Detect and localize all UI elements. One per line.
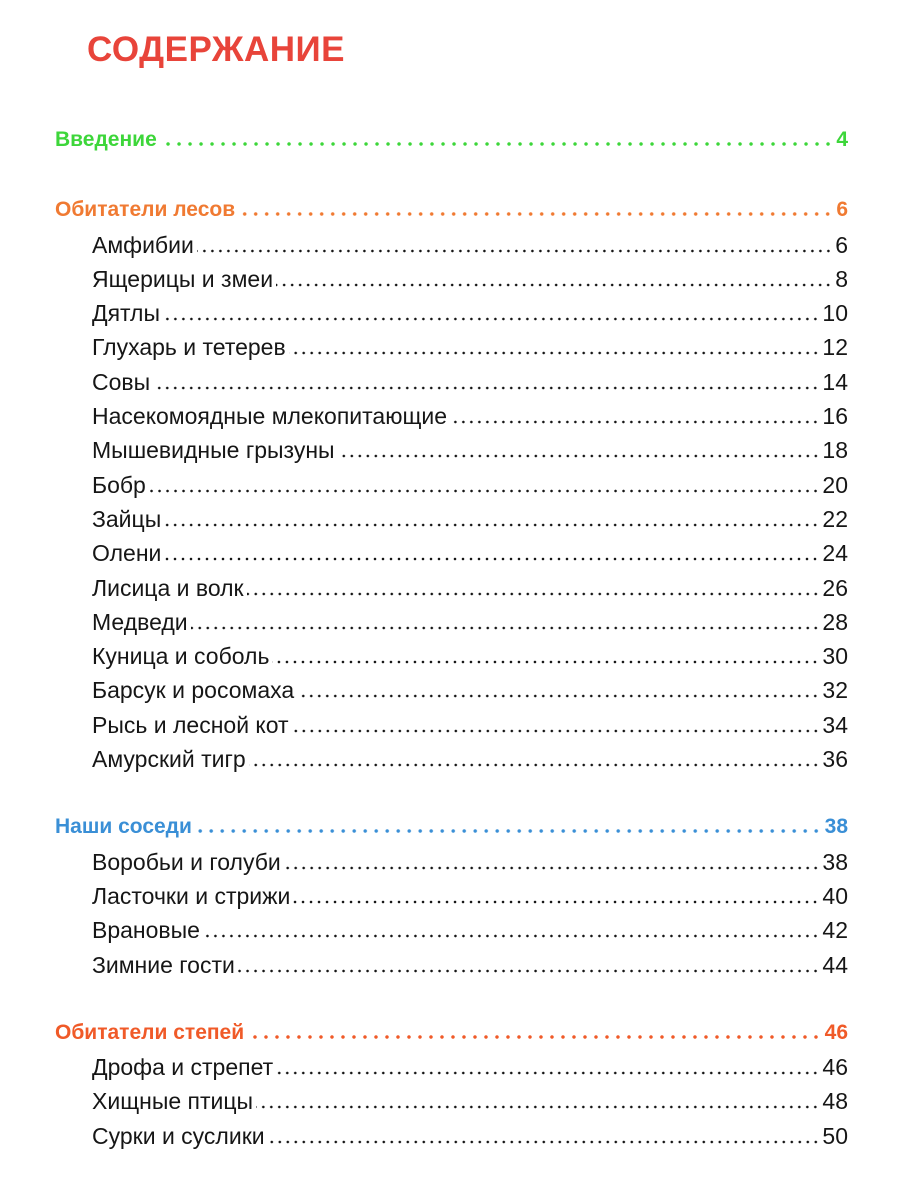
dot-leader — [163, 317, 819, 321]
dot-leader — [256, 1105, 819, 1109]
section-page-number: 46 — [824, 1020, 848, 1044]
toc-entry[interactable] — [55, 365, 848, 399]
entry-page-number: 42 — [822, 917, 848, 944]
entry-page-number: 26 — [822, 574, 848, 601]
toc-entry[interactable] — [55, 913, 848, 947]
dot-leader — [238, 969, 820, 973]
section-title: Обитатели лесов — [55, 198, 236, 222]
toc-entry[interactable] — [55, 433, 848, 467]
toc-entry[interactable] — [55, 742, 848, 776]
toc-entry[interactable] — [55, 639, 848, 673]
entry-page-number: 6 — [835, 231, 848, 258]
dot-leader — [203, 934, 819, 938]
section-page-number: 38 — [824, 815, 848, 839]
entry-title: Рысь и лесной кот — [92, 711, 289, 738]
entry-title: Хищные птицы — [92, 1088, 254, 1115]
dot-leader — [338, 454, 820, 458]
entry-title: Глухарь и тетерев — [92, 334, 286, 361]
section-page-number: 4 — [836, 128, 848, 151]
section-heading[interactable] — [55, 123, 848, 157]
toc-entry[interactable] — [55, 673, 848, 707]
dot-leader — [247, 1035, 821, 1039]
toc-section — [55, 1016, 848, 1153]
dot-leader — [268, 1140, 820, 1144]
toc-entry[interactable] — [55, 948, 848, 982]
dot-leader — [276, 1071, 819, 1075]
dot-leader — [284, 866, 820, 870]
entry-page-number: 22 — [822, 505, 848, 532]
entry-title: Ящерицы и змеи — [92, 265, 274, 292]
entry-title: Зимние гости — [92, 951, 235, 978]
dot-leader — [247, 592, 820, 596]
toc-entry[interactable] — [55, 571, 848, 605]
toc-section — [55, 193, 848, 776]
entry-title: Барсук и росомаха — [92, 677, 295, 704]
entry-page-number: 10 — [822, 300, 848, 327]
dot-leader — [195, 829, 822, 833]
dot-leader — [293, 900, 819, 904]
entry-title: Амфибии — [92, 231, 194, 258]
toc-section — [55, 810, 848, 981]
dot-leader — [149, 489, 820, 493]
toc-entry[interactable] — [55, 879, 848, 913]
entry-page-number: 38 — [822, 848, 848, 875]
toc-entry[interactable] — [55, 605, 848, 639]
entry-page-number: 44 — [822, 951, 848, 978]
entry-page-number: 36 — [822, 746, 848, 773]
entry-title: Воробьи и голуби — [92, 848, 281, 875]
dot-leader — [164, 523, 819, 527]
dot-leader — [292, 729, 820, 733]
dot-leader — [276, 283, 832, 287]
dot-leader — [197, 249, 832, 253]
toc-entry[interactable] — [55, 296, 848, 330]
entry-page-number: 14 — [822, 368, 848, 395]
entry-page-number: 30 — [822, 643, 848, 670]
section-title: Введение — [55, 128, 157, 151]
entry-page-number: 34 — [822, 711, 848, 738]
dot-leader — [160, 142, 834, 146]
entry-page-number: 46 — [822, 1054, 848, 1081]
entry-title: Зайцы — [92, 505, 162, 532]
dot-leader — [153, 386, 819, 390]
entry-title: Дятлы — [92, 300, 161, 327]
toc-entry[interactable] — [55, 228, 848, 262]
toc-entry[interactable] — [55, 468, 848, 502]
dot-leader — [238, 212, 833, 216]
entry-page-number: 48 — [822, 1088, 848, 1115]
table-of-contents — [55, 123, 848, 1187]
toc-section — [55, 123, 848, 157]
entry-title: Насекомоядные млекопитающие — [92, 403, 448, 430]
dot-leader — [191, 626, 820, 630]
dot-leader — [289, 351, 820, 355]
page-title: СОДЕРЖАНИЕ — [87, 30, 346, 69]
entry-title: Сурки и суслики — [92, 1122, 265, 1149]
section-title: Наши соседи — [55, 815, 192, 839]
entry-title: Ласточки и стрижи — [92, 882, 291, 909]
section-heading[interactable] — [55, 1016, 848, 1050]
toc-entry[interactable] — [55, 845, 848, 879]
toc-entry[interactable] — [55, 1050, 848, 1084]
entry-page-number: 50 — [822, 1122, 848, 1149]
entry-page-number: 24 — [822, 540, 848, 567]
entry-page-number: 16 — [822, 403, 848, 430]
entry-title: Лисица и волк — [92, 574, 244, 601]
dot-leader — [249, 763, 820, 767]
toc-entry[interactable] — [55, 1084, 848, 1118]
entry-title: Врановые — [92, 917, 200, 944]
entry-page-number: 32 — [822, 677, 848, 704]
section-heading[interactable] — [55, 193, 848, 227]
entry-page-number: 20 — [822, 471, 848, 498]
entry-page-number: 40 — [822, 882, 848, 909]
dot-leader — [297, 694, 819, 698]
toc-entry[interactable] — [55, 502, 848, 536]
entry-title: Амурский тигр — [92, 746, 246, 773]
dot-leader — [450, 420, 819, 424]
entry-title: Олени — [92, 540, 162, 567]
entry-title: Медведи — [92, 608, 188, 635]
section-page-number: 6 — [836, 198, 848, 222]
entry-title: Совы — [92, 368, 151, 395]
toc-entry[interactable] — [55, 536, 848, 570]
toc-entry[interactable] — [55, 330, 848, 364]
section-heading[interactable] — [55, 810, 848, 844]
dot-leader — [164, 557, 819, 561]
entry-title: Бобр — [92, 471, 146, 498]
entry-title: Дрофа и стрепет — [92, 1054, 274, 1081]
entry-page-number: 12 — [822, 334, 848, 361]
entry-page-number: 8 — [835, 265, 848, 292]
toc-entry[interactable] — [55, 1119, 848, 1153]
entry-title: Мышевидные грызуны — [92, 437, 335, 464]
dot-leader — [272, 660, 819, 664]
toc-entry[interactable] — [55, 399, 848, 433]
entry-title: Куница и соболь — [92, 643, 270, 670]
entry-page-number: 18 — [822, 437, 848, 464]
toc-entry[interactable] — [55, 708, 848, 742]
entry-page-number: 28 — [822, 608, 848, 635]
toc-entry[interactable] — [55, 262, 848, 296]
section-title: Обитатели степей — [55, 1020, 245, 1044]
